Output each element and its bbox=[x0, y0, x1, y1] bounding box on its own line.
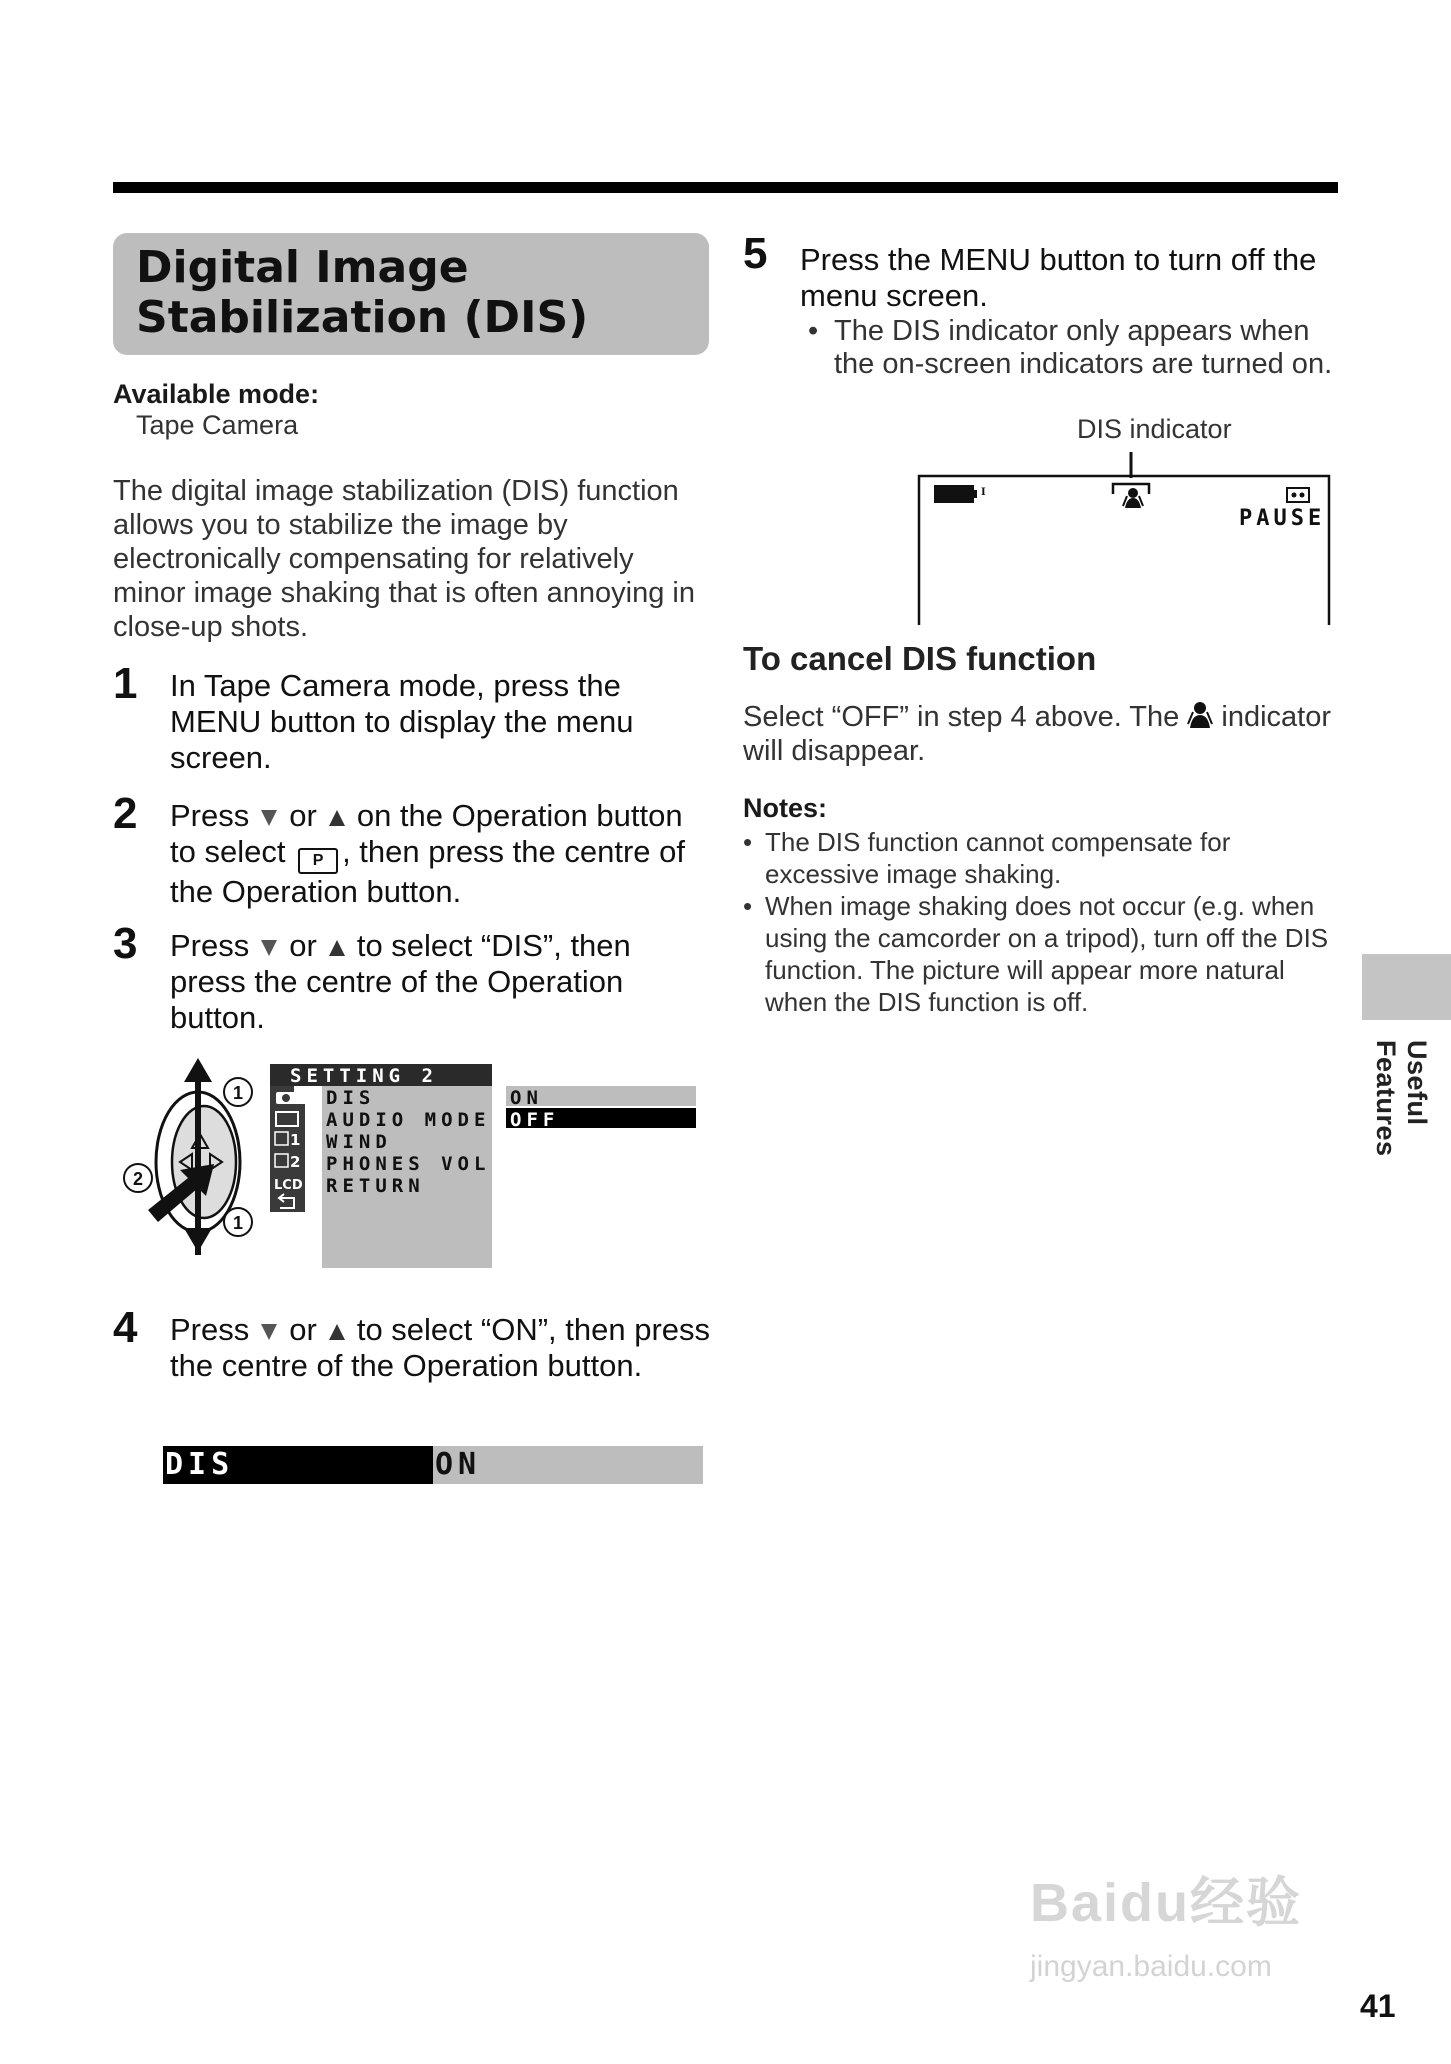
arrow-up-icon bbox=[184, 1058, 212, 1082]
menu-item-wind: WIND bbox=[326, 1131, 392, 1153]
watermark-url: jingyan.baidu.com bbox=[1030, 1950, 1272, 1983]
available-mode-label: Available mode: bbox=[113, 379, 320, 409]
dis-bar-label-bg bbox=[163, 1446, 433, 1484]
note-item: • The DIS function cannot compensate for excessive image shaking. bbox=[743, 827, 1231, 889]
battery-mark: I bbox=[981, 487, 986, 498]
side-tab bbox=[1362, 954, 1451, 1020]
cancel-heading: To cancel DIS function bbox=[743, 640, 1097, 677]
page-title: Digital Image Stabilization (DIS) bbox=[136, 242, 589, 343]
step-4-number: 4 bbox=[113, 1303, 138, 1352]
top-rule bbox=[113, 182, 1338, 193]
arrow-down-icon bbox=[184, 1228, 212, 1252]
page-number: 41 bbox=[1360, 1988, 1396, 2024]
step-1-number: 1 bbox=[113, 659, 138, 708]
watermark-logo: Baidu经验 bbox=[1030, 1873, 1303, 1933]
menu-option-off: OFF bbox=[510, 1109, 560, 1131]
dis-bar-value: ON bbox=[435, 1447, 482, 1482]
cancel-text: Select “OFF” in step 4 above. The indicator will disappear. bbox=[743, 701, 1332, 767]
up-triangle-icon bbox=[329, 810, 345, 826]
step-5-bullet: • The DIS indicator only appears when the on-screen indicators are turned on. bbox=[808, 315, 1333, 380]
step-3-text: Press or to select “DIS”, then press the centre of the Operation button. bbox=[170, 928, 631, 1035]
lcd-icon: LCD bbox=[274, 1178, 303, 1193]
available-mode-value: Tape Camera bbox=[136, 410, 299, 440]
svg-text:2: 2 bbox=[290, 1153, 301, 1171]
step-5-number: 5 bbox=[743, 229, 768, 278]
pause-status: PAUSE bbox=[1239, 506, 1326, 531]
menu-item-dis: DIS bbox=[326, 1087, 376, 1109]
down-triangle-icon bbox=[261, 810, 277, 826]
playback-setting-icon: P bbox=[298, 848, 338, 874]
svg-text:1: 1 bbox=[290, 1131, 301, 1149]
intro-paragraph: The digital image stabilization (DIS) function allows you to stabilize the image by electronically compensating for relatively minor image shaking that is often annoying in close-up shots. bbox=[113, 475, 695, 643]
side-tab-label: Useful Features bbox=[1371, 1040, 1432, 1157]
dis-person-icon bbox=[1187, 700, 1213, 730]
callout-1-bottom: 1 bbox=[232, 1213, 244, 1233]
dis-person-icon bbox=[1123, 488, 1143, 508]
side-tab-label-wrap bbox=[1370, 1040, 1432, 1250]
menu-item-audio-mode: AUDIO MODE bbox=[326, 1109, 491, 1131]
dis-indicator-diagram bbox=[915, 450, 1335, 625]
dis-bar-value-bg bbox=[433, 1446, 703, 1484]
step-4-text: Press or to select “ON”, then press the centre of the Operation button. bbox=[170, 1312, 711, 1383]
menu-option-on: ON bbox=[510, 1087, 543, 1109]
step-1-text: In Tape Camera mode, press the MENU button to display the menu screen. bbox=[170, 668, 634, 775]
tape-icon bbox=[1287, 488, 1309, 502]
up-triangle-icon bbox=[329, 940, 345, 956]
down-triangle-icon bbox=[261, 1324, 277, 1340]
step-2-number: 2 bbox=[113, 789, 138, 838]
notes-label: Notes: bbox=[743, 793, 828, 823]
callout-1-top: 1 bbox=[232, 1083, 244, 1103]
dis-bar-label: DIS bbox=[165, 1447, 235, 1482]
step-3-number: 3 bbox=[113, 919, 138, 968]
title-box bbox=[113, 233, 709, 355]
up-triangle-icon bbox=[329, 1324, 345, 1340]
dis-indicator-caption: DIS indicator bbox=[1077, 414, 1232, 444]
step-5-text: Press the MENU button to turn off the menu screen. bbox=[800, 242, 1317, 313]
battery-icon bbox=[935, 486, 973, 502]
menu-item-return: RETURN bbox=[326, 1175, 425, 1197]
callout-2: 2 bbox=[132, 1169, 144, 1189]
step-2-text: Press or on the Operation button to select P , then press the centre of the Operation button. bbox=[170, 798, 686, 909]
down-triangle-icon bbox=[261, 940, 277, 956]
menu-icon-column bbox=[270, 1086, 305, 1212]
menu-item-phones-vol: PHONES VOL bbox=[326, 1153, 491, 1175]
menu-header: SETTING 2 bbox=[290, 1065, 438, 1087]
menu-illustration bbox=[118, 1050, 718, 1280]
note-item: • When image shaking does not occur (e.g. when using the camcorder on a tripod), turn off the DIS function. The picture will appear more natural when the DIS function is off. bbox=[743, 891, 1329, 1017]
